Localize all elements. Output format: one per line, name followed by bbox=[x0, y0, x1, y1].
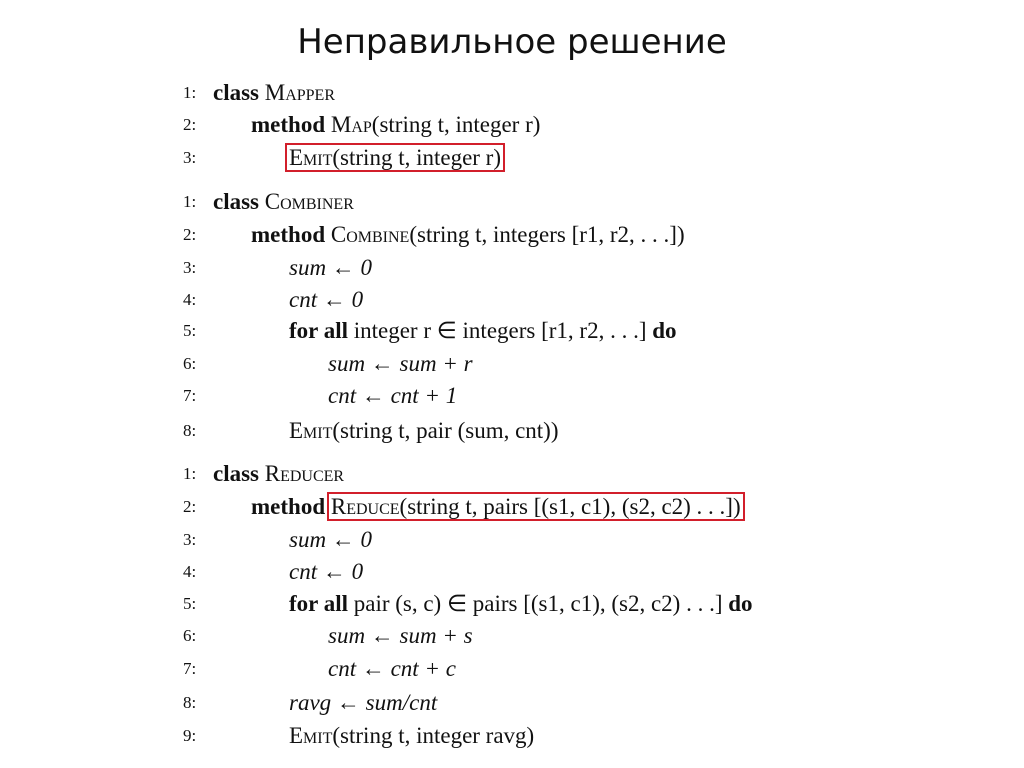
class-name-reducer: Reducer bbox=[264, 461, 345, 486]
line-number: 1: bbox=[183, 464, 197, 483]
emit-call: Emit bbox=[289, 145, 333, 170]
line-number: 7: bbox=[183, 386, 197, 405]
keyword-class: class bbox=[213, 189, 259, 214]
slide-title: Неправильное решение bbox=[297, 22, 727, 62]
emit-call: Emit bbox=[289, 418, 333, 443]
statement: sum ← sum + s bbox=[328, 623, 473, 648]
keyword-class: class bbox=[213, 80, 259, 105]
statement: sum ← sum + r bbox=[328, 351, 473, 376]
statement: cnt ← cnt + c bbox=[328, 656, 456, 681]
line-number: 1: bbox=[183, 83, 197, 102]
keyword-for-all: for all bbox=[289, 591, 348, 616]
line-number: 6: bbox=[183, 626, 197, 645]
statement: cnt ← 0 bbox=[289, 559, 364, 584]
keyword-do: do bbox=[728, 591, 753, 616]
keyword-method: method bbox=[251, 494, 326, 519]
line-number: 5: bbox=[183, 594, 197, 613]
loop-expression: pair (s, c) ∈ pairs [(s1, c1), (s2, c2) . . .] bbox=[353, 591, 723, 616]
line-number: 4: bbox=[183, 562, 197, 581]
keyword-for-all: for all bbox=[289, 318, 348, 343]
statement: cnt ← cnt + 1 bbox=[328, 383, 458, 408]
line-number: 2: bbox=[183, 115, 197, 134]
method-name-reduce: Reduce bbox=[330, 494, 400, 519]
loop-expression: integer r ∈ integers [r1, r2, . . .] bbox=[353, 318, 647, 343]
keyword-method: method bbox=[251, 112, 326, 137]
highlight-box-reduce bbox=[327, 492, 745, 521]
line-number: 2: bbox=[183, 497, 197, 516]
statement: cnt ← 0 bbox=[289, 287, 364, 312]
method-name-map: Map bbox=[330, 112, 372, 137]
emit-call: Emit bbox=[289, 723, 333, 748]
method-args: (string t, integer r) bbox=[371, 112, 541, 137]
method-name-combine: Combine bbox=[330, 222, 410, 247]
keyword-method: method bbox=[251, 222, 326, 247]
class-name-combiner: Combiner bbox=[264, 189, 354, 214]
line-number: 4: bbox=[183, 290, 197, 309]
line-number: 3: bbox=[183, 258, 197, 277]
highlight-box-emit bbox=[285, 143, 505, 172]
keyword-class: class bbox=[213, 461, 259, 486]
method-args: (string t, pairs [(s1, c1), (s2, c2) . . .]) bbox=[399, 494, 741, 519]
statement: ravg ← sum/cnt bbox=[289, 690, 438, 715]
emit-args: (string t, integer r) bbox=[332, 145, 502, 170]
line-number: 9: bbox=[183, 726, 197, 745]
line-number: 8: bbox=[183, 693, 197, 712]
emit-args: (string t, pair (sum, cnt)) bbox=[332, 418, 559, 443]
line-number: 6: bbox=[183, 354, 197, 373]
emit-args: (string t, integer ravg) bbox=[332, 723, 535, 748]
statement: sum ← 0 bbox=[289, 255, 373, 280]
keyword-do: do bbox=[652, 318, 677, 343]
line-number: 7: bbox=[183, 659, 197, 678]
line-number: 8: bbox=[183, 421, 197, 440]
class-name-mapper: Mapper bbox=[264, 80, 335, 105]
line-number: 1: bbox=[183, 192, 197, 211]
line-number: 3: bbox=[183, 148, 197, 167]
line-number: 3: bbox=[183, 530, 197, 549]
method-args: (string t, integers [r1, r2, . . .]) bbox=[409, 222, 685, 247]
line-number: 2: bbox=[183, 225, 197, 244]
statement: sum ← 0 bbox=[289, 527, 373, 552]
line-number: 5: bbox=[183, 321, 197, 340]
